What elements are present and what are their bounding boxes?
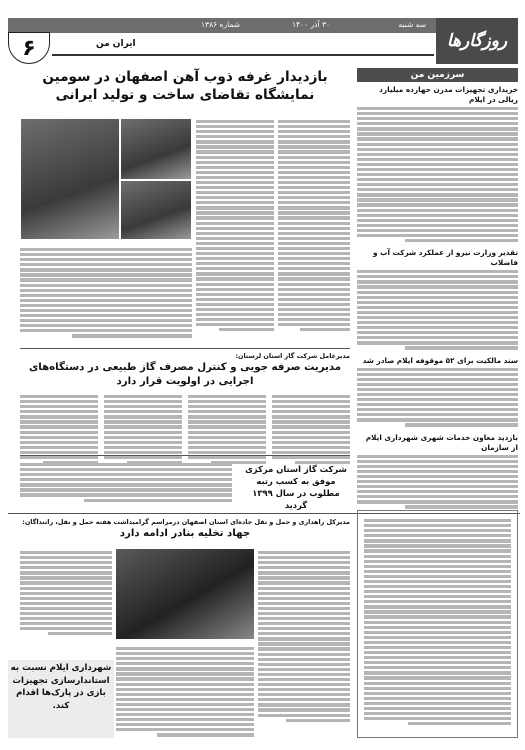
header-day: سه شنبه — [398, 20, 426, 29]
promo-block — [20, 455, 350, 513]
right-item-headline: سند مالکیت برای ۵۲ موقوفه ایلام صادر شد — [362, 355, 518, 365]
photo-booth — [120, 118, 192, 180]
right-item-headline: بازدید معاون خدمات شهری شهرداری ایلام از سازمان — [365, 432, 518, 452]
main-body-col-2 — [278, 118, 350, 333]
section-name: ایران من — [96, 39, 136, 49]
right-column-title: سرزمین من — [357, 68, 518, 82]
right-column — [357, 68, 518, 510]
page-number-badge: ۶ — [8, 32, 50, 64]
ceremony-photo — [116, 549, 254, 639]
pull-quote — [8, 660, 114, 738]
main-headline: بازدیدار غرفه ذوب آهن اصفهان در سومین نمایشگاه تقاضای ساخت و تولید ایرانی — [42, 69, 328, 103]
main-body-col-1 — [196, 118, 274, 333]
main-photo-collage — [20, 118, 192, 240]
right-item-body — [357, 270, 518, 349]
pull-quote-text: شهرداری ایلام نسبت به استاندارسازی تجهیزات بازی در پارک‌ها اقدام کند. — [10, 663, 112, 711]
photo-officials — [20, 118, 120, 240]
header-rule — [52, 54, 434, 56]
photo-visit — [120, 180, 192, 240]
second-article-kicker: مدیرعامل شرکت گاز استان لرستان: — [235, 352, 350, 360]
main-body-col-3 — [20, 246, 192, 339]
promo-body — [20, 463, 232, 504]
third-article-headline: جهاد تخلیه بنادر ادامه دارد — [119, 528, 251, 539]
notice-body — [358, 513, 517, 733]
promo-title: شرکت گاز استان مرکزی موفق به کسب رتبه مطلوب در سال ۱۳۹۹ گردید — [245, 464, 347, 510]
newspaper-logo: روزگارها — [436, 18, 518, 64]
header-date: ۳۰ آذر ۱۴۰۰ — [291, 20, 330, 29]
right-item-headline: تقدیر وزارت نیرو از عملکرد شرکت آب و فاضلاب — [373, 248, 518, 268]
second-article-headline: مدیریت صرفه جویی و کنترل مصرف گاز طبیعی در دستگاه‌های اجرایی در اولویت قرار دارد — [28, 362, 342, 387]
second-article — [20, 348, 350, 456]
third-body-col-3 — [116, 647, 254, 738]
right-item-headline: خریداری تجهیزات مدرن حهارده میلیارد ریالی در ایلام — [379, 85, 518, 104]
notice-block — [357, 510, 518, 738]
third-body-col-2 — [20, 551, 112, 637]
header-issue: شماره ۱۳۸۶ — [201, 20, 240, 29]
right-item-body — [357, 107, 518, 242]
third-body-col-1 — [258, 551, 350, 724]
right-item-body — [357, 368, 518, 427]
page-header — [8, 18, 518, 64]
third-article-kicker: مدیرکل راهداری و حمل و نقل جاده‌ای استان اصفهان درمراسم گرامیداشت هفته حمل و نقل، راننداگان: — [22, 518, 350, 526]
right-item-body — [357, 455, 518, 509]
